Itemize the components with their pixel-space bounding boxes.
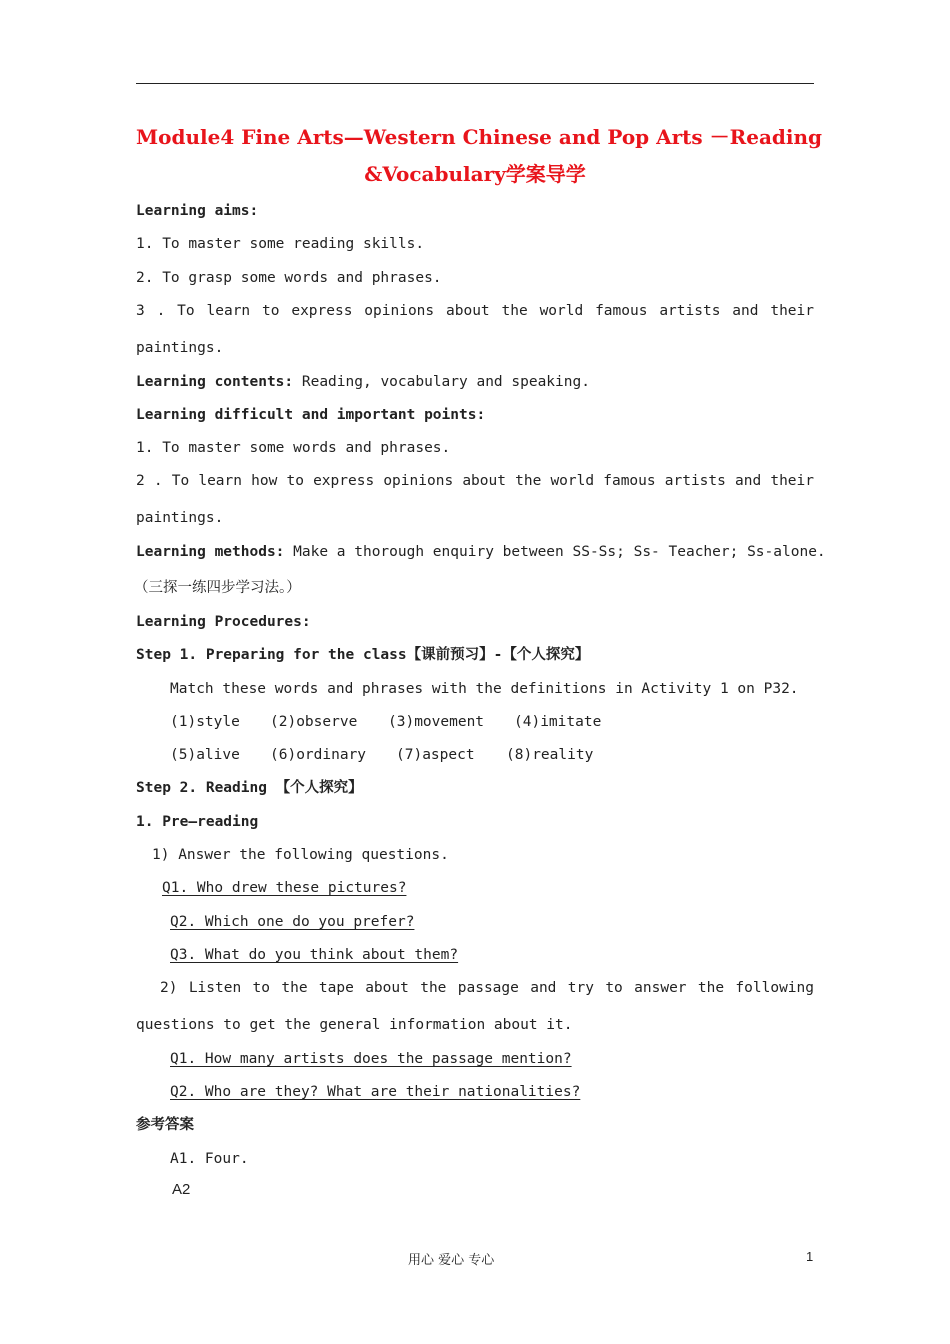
question-set-2-intro: 2) Listen to the tape about the passage and try to answer the following <box>160 980 814 996</box>
aim-item-1: 1. To master some reading skills. <box>136 236 425 252</box>
point-item-2: 2 . To learn how to express opinions about the world famous artists and their <box>136 473 814 489</box>
question-set-2-intro-continued: questions to get the general information about it. <box>136 1017 573 1033</box>
procedures-heading: Learning Procedures: <box>136 614 311 630</box>
document-title-line-1: Module4 Fine Arts—Western Chinese and Pop Arts －Reading <box>136 125 823 149</box>
question-item <box>136 1083 580 1101</box>
question-text: Q3. What do you think about them? <box>170 947 459 963</box>
step2-heading: Step 2. Reading 【个人探究】 <box>136 780 363 796</box>
learning-methods-note: （三探一练四步学习法。） <box>134 580 301 596</box>
document-title-line-2: &Vocabulary学案导学 <box>364 162 586 186</box>
aim-item-2: 2. To grasp some words and phrases. <box>136 270 442 286</box>
learning-contents-text: Reading, vocabulary and speaking. <box>293 374 590 390</box>
question-text: Q2. Which one do you prefer? <box>170 914 415 930</box>
vocab-row-1 <box>170 713 601 731</box>
aim-item-3-continued: paintings. <box>136 340 224 356</box>
vocab-item: (1)style <box>170 714 240 730</box>
vocab-row-2 <box>170 746 593 764</box>
learning-contents-label: Learning contents: <box>136 374 294 390</box>
question-set-1-intro: 1) Answer the following questions. <box>152 847 449 863</box>
vocab-item: (4)imitate <box>514 714 602 730</box>
question-item <box>136 913 414 931</box>
step1-instruction: Match these words and phrases with the definitions in Activity 1 on P32. <box>170 681 799 697</box>
vocab-item: (7)aspect <box>396 747 475 763</box>
vocab-item: (3)movement <box>388 714 485 730</box>
step1-heading: Step 1. Preparing for the class【课前预习】-【个人探究】 <box>136 647 590 663</box>
point-item-1: 1. To master some words and phrases. <box>136 440 451 456</box>
question-text: Q1. Who drew these pictures? <box>162 880 407 896</box>
pre-reading-heading: 1. Pre—reading <box>136 814 259 830</box>
learning-methods-line <box>136 543 826 561</box>
answer-2: A2 <box>172 1181 191 1198</box>
learning-methods-label: Learning methods: <box>136 544 285 560</box>
question-item <box>162 879 406 897</box>
question-item <box>136 946 458 964</box>
learning-aims-heading: Learning aims: <box>136 203 259 219</box>
aim-item-3: 3 . To learn to express opinions about the world famous artists and their <box>136 303 814 319</box>
vocab-item: (2)observe <box>270 714 358 730</box>
points-heading: Learning difficult and important points: <box>136 407 486 423</box>
header-rule <box>136 83 814 84</box>
learning-methods-text: Make a thorough enquiry between SS-Ss; Ss- Teacher; Ss-alone. <box>284 544 826 560</box>
vocab-item: (8)reality <box>506 747 594 763</box>
page-number: 1 <box>806 1249 814 1264</box>
answers-heading: 参考答案 <box>136 1117 194 1133</box>
footer-motto: 用心 爱心 专心 <box>408 1253 495 1268</box>
point-item-2-continued: paintings. <box>136 510 224 526</box>
vocab-item: (6)ordinary <box>270 747 367 763</box>
question-item: Q1. How many artists does the passage mention? <box>170 1051 572 1067</box>
answer-1: A1. Four. <box>170 1151 249 1167</box>
learning-contents-line <box>136 373 590 391</box>
question-text: Q2. Who are they? What are their nationalities? <box>170 1084 581 1100</box>
vocab-item: (5)alive <box>170 747 240 763</box>
